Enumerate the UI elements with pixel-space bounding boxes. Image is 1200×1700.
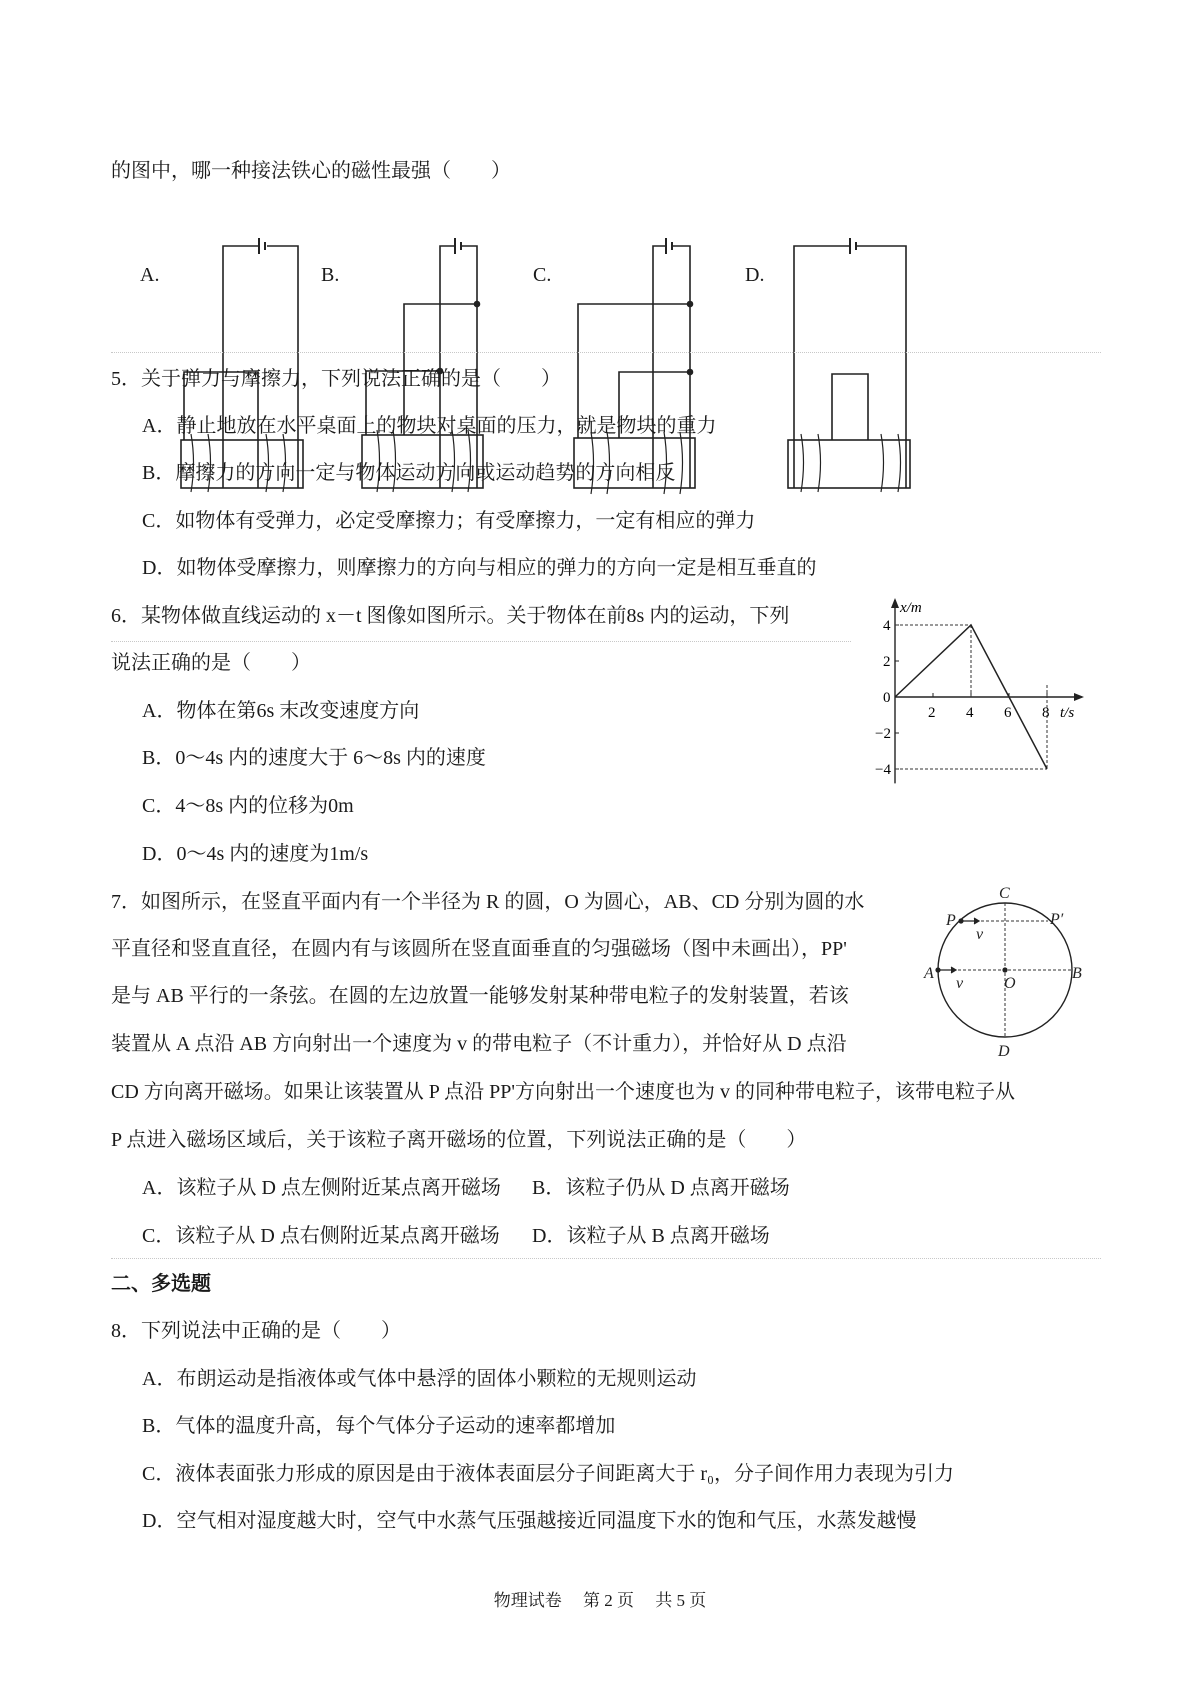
q7-stem-line5: CD 方向离开磁场。如果让该装置从 P 点沿 PP'方向射出一个速度也为 v 的同种带电粒子，该带电粒子从	[111, 1081, 1016, 1103]
y-tick-label: 2	[883, 654, 891, 670]
circuit-diagrams	[0, 0, 1200, 520]
label-a: A	[924, 965, 934, 982]
y-axis-arrow-icon	[891, 598, 899, 608]
y-tick-label: 4	[883, 618, 891, 634]
label-b: B	[1072, 965, 1082, 982]
q8-option-c: C．液体表面张力形成的原因是由于液体表面层分子间距离大于 r₀，分子间作用力表现为引力	[142, 1463, 954, 1485]
q5-option-a: A．静止地放在水平桌面上的物块对桌面的压力，就是物块的重力	[142, 415, 717, 437]
label-p: P	[946, 912, 956, 929]
q7-stem-line6: P 点进入磁场区域后，关于该粒子离开磁场的位置，下列说法正确的是（ ）	[111, 1129, 807, 1151]
label-o: O	[1004, 975, 1016, 992]
q8-option-b: B．气体的温度升高，每个气体分子运动的速率都增加	[142, 1415, 616, 1437]
label-v-p: v	[976, 926, 984, 943]
q5-option-b: B．摩擦力的方向一定与物体运动方向或运动趋势的方向相反	[142, 462, 676, 484]
q5-option-c: C．如物体有受弹力，必定受摩擦力；有受摩擦力，一定有相应的弹力	[142, 510, 756, 532]
x-axis-arrow-icon	[1074, 693, 1084, 701]
section-title-multiple-choice: 二、多选题	[111, 1273, 211, 1295]
circuit-b	[362, 238, 483, 492]
q7-stem-line3: 是与 AB 平行的一条弦。在圆的左边放置一能够发射某种带电粒子的发射装置，若该	[111, 985, 849, 1007]
x-tick-label: 4	[966, 705, 974, 721]
q4-option-b-label: B.	[321, 264, 340, 286]
x-tick-label: 6	[1004, 705, 1012, 721]
circuit-a	[181, 238, 303, 492]
q8-stem: 8．下列说法中正确的是（ ）	[111, 1320, 401, 1342]
circuit-d	[788, 238, 910, 492]
label-c: C	[999, 885, 1010, 902]
page-footer: 物理试卷 第 2 页 共 5 页	[493, 1591, 707, 1610]
q7-stem-line1: 7．如图所示，在竖直平面内有一个半径为 R 的圆，O 为圆心，AB、CD 分别为圆的水	[111, 891, 865, 913]
q8-option-d: D．空气相对湿度越大时，空气中水蒸气压强越接近同温度下水的饱和气压，水蒸发越慢	[142, 1510, 917, 1532]
y-tick-label: 0	[883, 690, 891, 706]
divider	[111, 1258, 1101, 1259]
q7-option-d: D．该粒子从 B 点离开磁场	[532, 1225, 770, 1247]
x-tick-label: 8	[1042, 705, 1050, 721]
y-tick-label: −4	[875, 762, 891, 778]
q6-option-a: A．物体在第6s 末改变速度方向	[142, 700, 420, 722]
q7-option-b: B．该粒子仍从 D 点离开磁场	[532, 1177, 790, 1199]
q7-stem-line2: 平直径和竖直直径，在圆内有与该圆所在竖直面垂直的匀强磁场（图中未画出），PP'	[111, 938, 847, 960]
circuit-c	[574, 238, 695, 494]
q6-option-b: B．0～4s 内的速度大于 6～8s 内的速度	[142, 747, 486, 769]
q6-stem-line1: 6．某物体做直线运动的 x－t 图像如图所示。关于物体在前8s 内的运动，下列	[111, 605, 790, 627]
x-t-graph	[860, 590, 1110, 790]
circle-magnetic-field-figure	[900, 880, 1100, 1070]
x-axis-label: t/s	[1060, 705, 1075, 721]
divider	[111, 641, 851, 642]
q5-option-d: D．如物体受摩擦力，则摩擦力的方向与相应的弹力的方向一定是相互垂直的	[142, 557, 817, 579]
q7-stem-line4: 装置从 A 点沿 AB 方向射出一个速度为 v 的带电粒子（不计重力），并恰好从 D 点沿	[111, 1033, 847, 1055]
label-p-prime: P′	[1050, 911, 1064, 928]
y-tick-label: −2	[875, 726, 891, 742]
label-d: D	[998, 1043, 1010, 1060]
q4-option-c-label: C.	[533, 264, 552, 286]
q7-option-c: C．该粒子从 D 点右侧附近某点离开磁场	[142, 1225, 500, 1247]
q4-option-d-label: D.	[745, 264, 765, 286]
q8-option-a: A．布朗运动是指液体或气体中悬浮的固体小颗粒的无规则运动	[142, 1368, 697, 1390]
q6-stem-line2: 说法正确的是（ ）	[111, 652, 311, 674]
q6-option-c: C．4～8s 内的位移为0m	[142, 795, 354, 817]
divider	[111, 352, 1101, 353]
q4-stem: 的图中，哪一种接法铁心的磁性最强（ ）	[111, 160, 511, 182]
q5-stem: 5．关于弹力与摩擦力，下列说法正确的是（ ）	[111, 368, 561, 390]
q7-option-a: A．该粒子从 D 点左侧附近某点离开磁场	[142, 1177, 501, 1199]
q6-option-d: D．0～4s 内的速度为1m/s	[142, 843, 369, 865]
y-axis-label: x/m	[900, 600, 922, 616]
q4-option-a-label: A.	[140, 264, 160, 286]
label-v-a: v	[956, 975, 964, 992]
x-tick-label: 2	[928, 705, 936, 721]
